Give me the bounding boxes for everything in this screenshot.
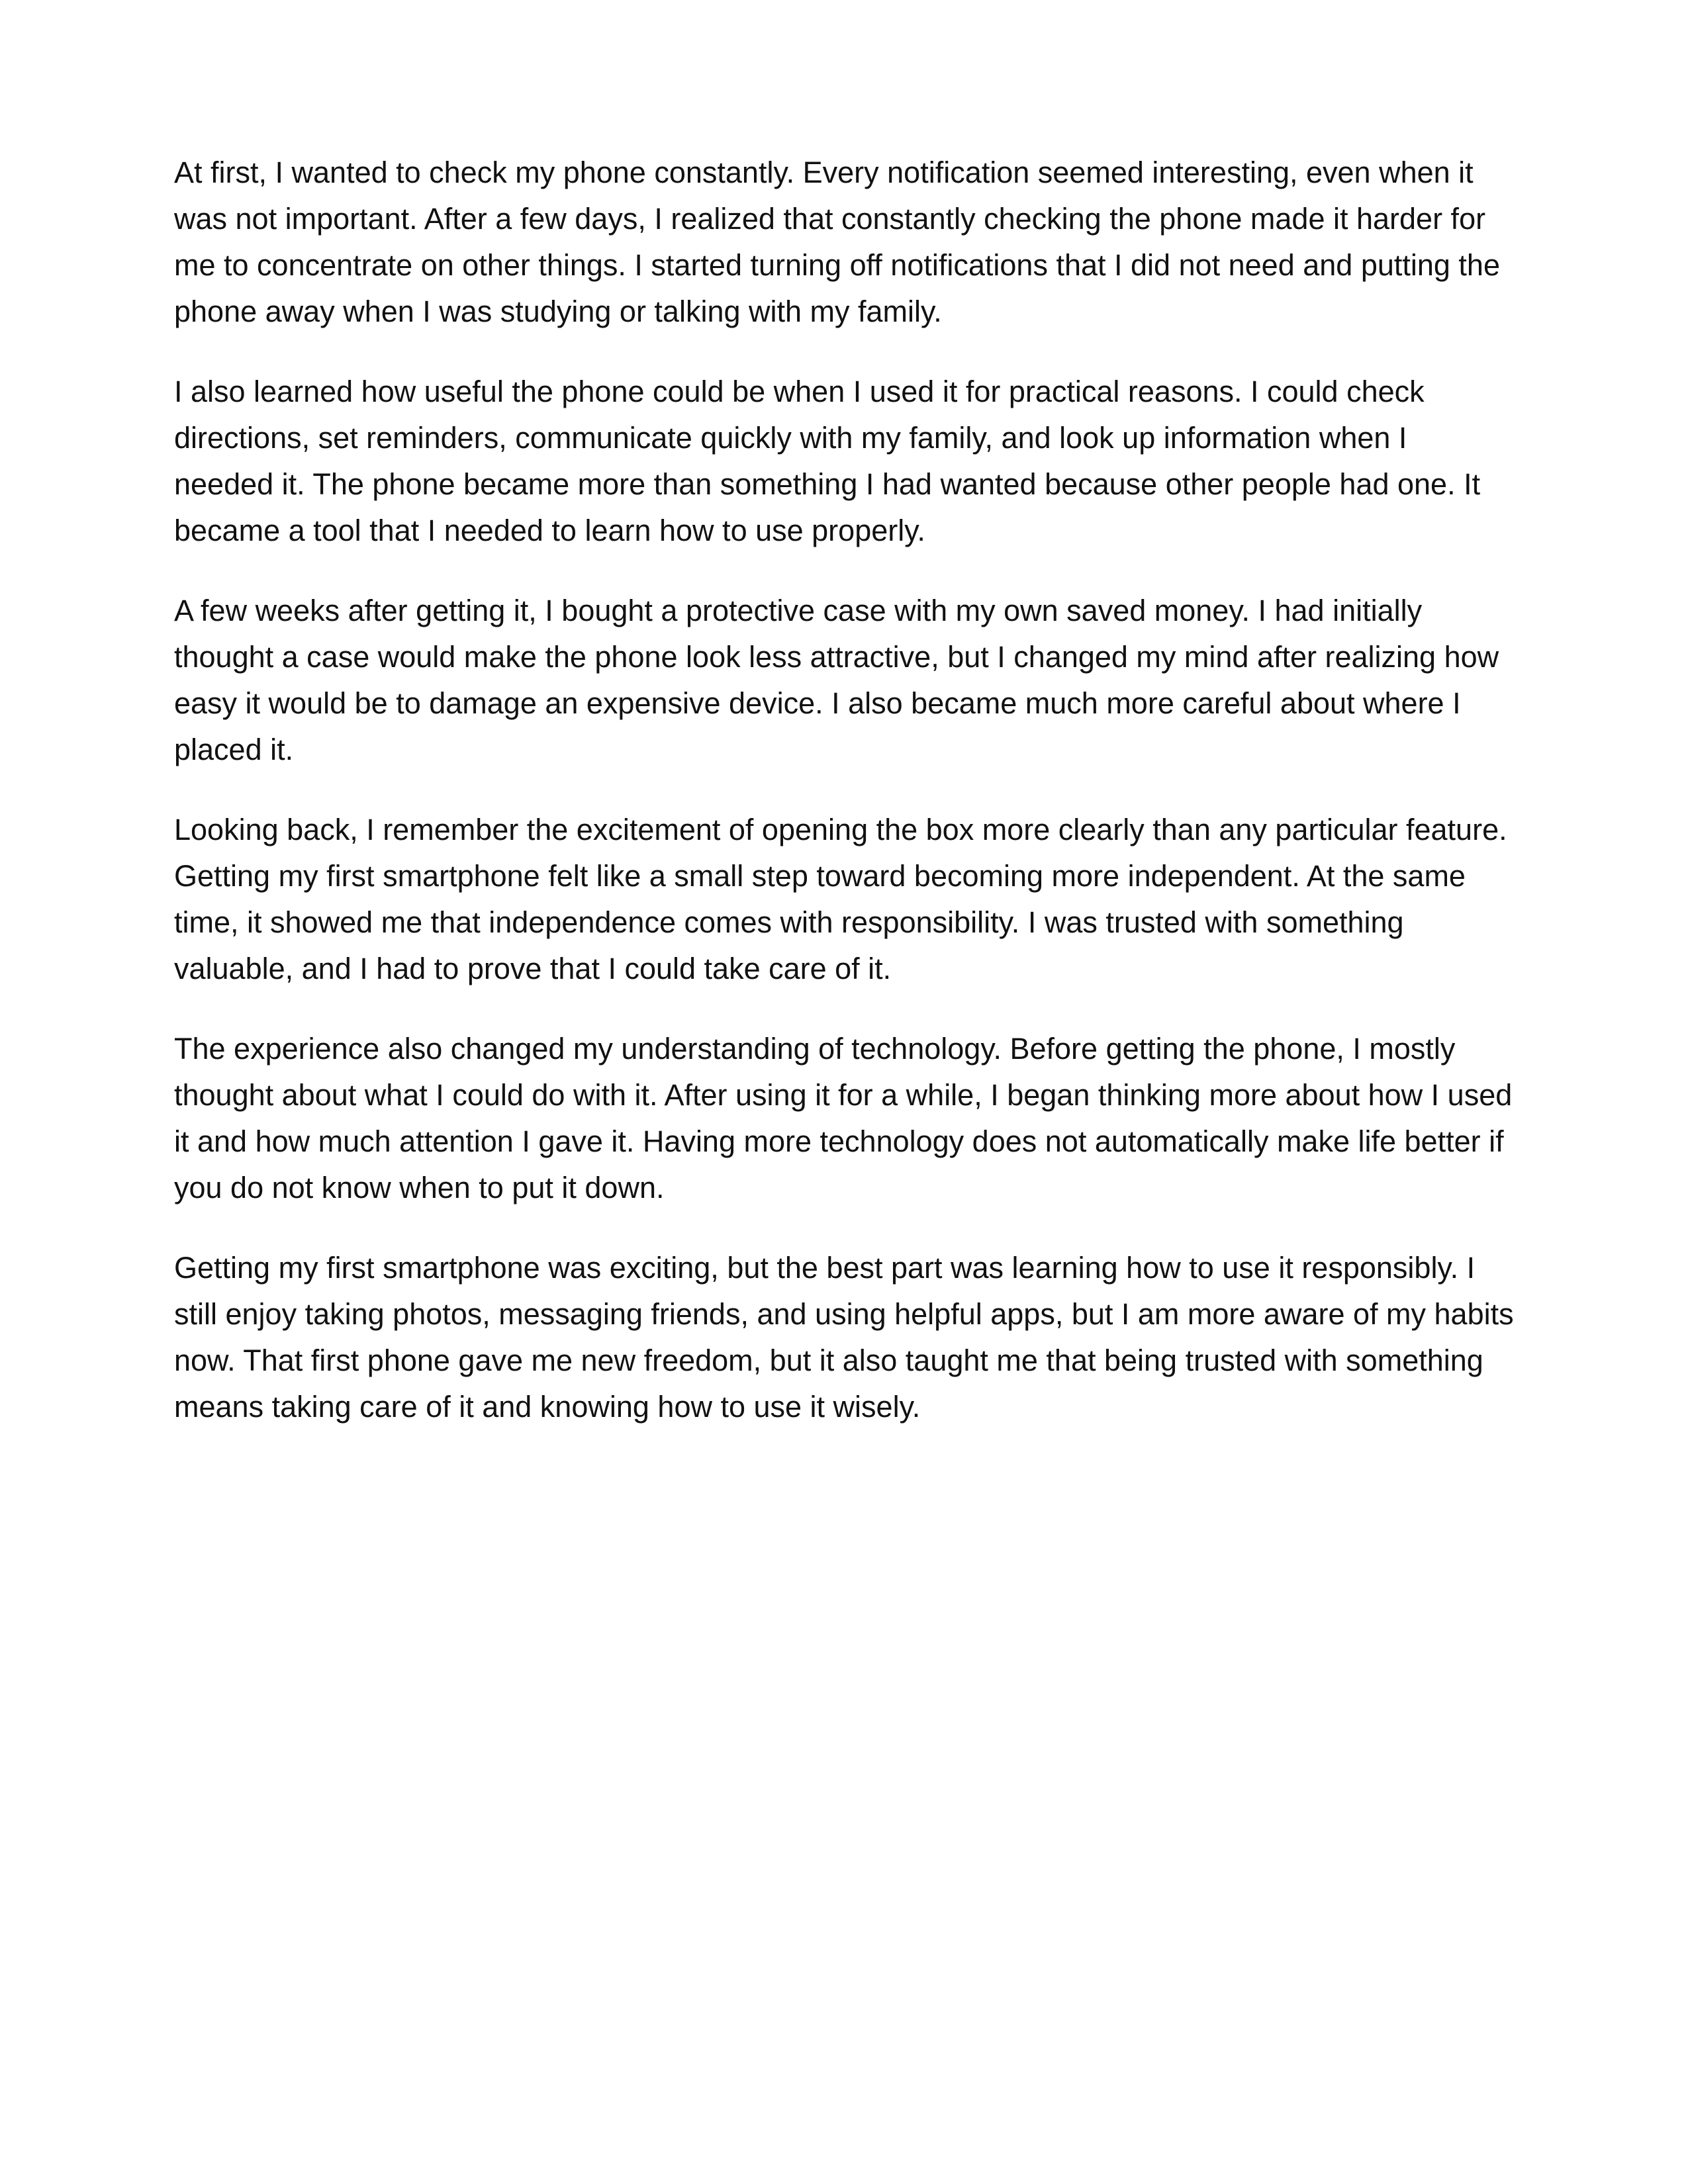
paragraph-2: I also learned how useful the phone could be when I used it for practical reasons. I could check directions, set reminders, communicate quickly with my family, and look up information when I needed it. The phone became more than something I had wanted because other people had one. It became a tool that I needed to learn how to use properly. — [174, 375, 1481, 547]
document-body — [174, 150, 1515, 1464]
paragraph-4: Looking back, I remember the excitement of opening the box more clearly than any particular feature. Getting my first smartphone felt like a small step toward becoming more independent. At the same time, it showed me that independence comes with responsibility. I was trusted with something valuable, and I had to prove that I could take care of it. — [174, 813, 1507, 985]
paragraph-1: At first, I wanted to check my phone constantly. Every notification seemed interesting, even when it was not important. After a few days, I realized that constantly checking the phone made it harder for me to concentrate on other things. I started turning off notifications that I did not need and putting the phone away when I was studying or talking with my family. — [174, 156, 1500, 328]
paragraph-5: The experience also changed my understanding of technology. Before getting the phone, I mostly thought about what I could do with it. After using it for a while, I began thinking more about how I used it and how much attention I gave it. Having more technology does not automatically make life better if you do not know when to put it down. — [174, 1032, 1513, 1205]
paragraph-6: Getting my first smartphone was exciting, but the best part was learning how to use it responsibly. I still enjoy taking photos, messaging friends, and using helpful apps, but I am more aware of my habits now. That first phone gave me new freedom, but it also taught me that being trusted with something means taking care of it and knowing how to use it wisely. — [174, 1251, 1514, 1424]
paragraph-3: A few weeks after getting it, I bought a protective case with my own saved money. I had initially thought a case would make the phone look less attractive, but I changed my mind after realizing how easy it would be to damage an expensive device. I also became much more careful about where I placed it. — [174, 594, 1499, 766]
